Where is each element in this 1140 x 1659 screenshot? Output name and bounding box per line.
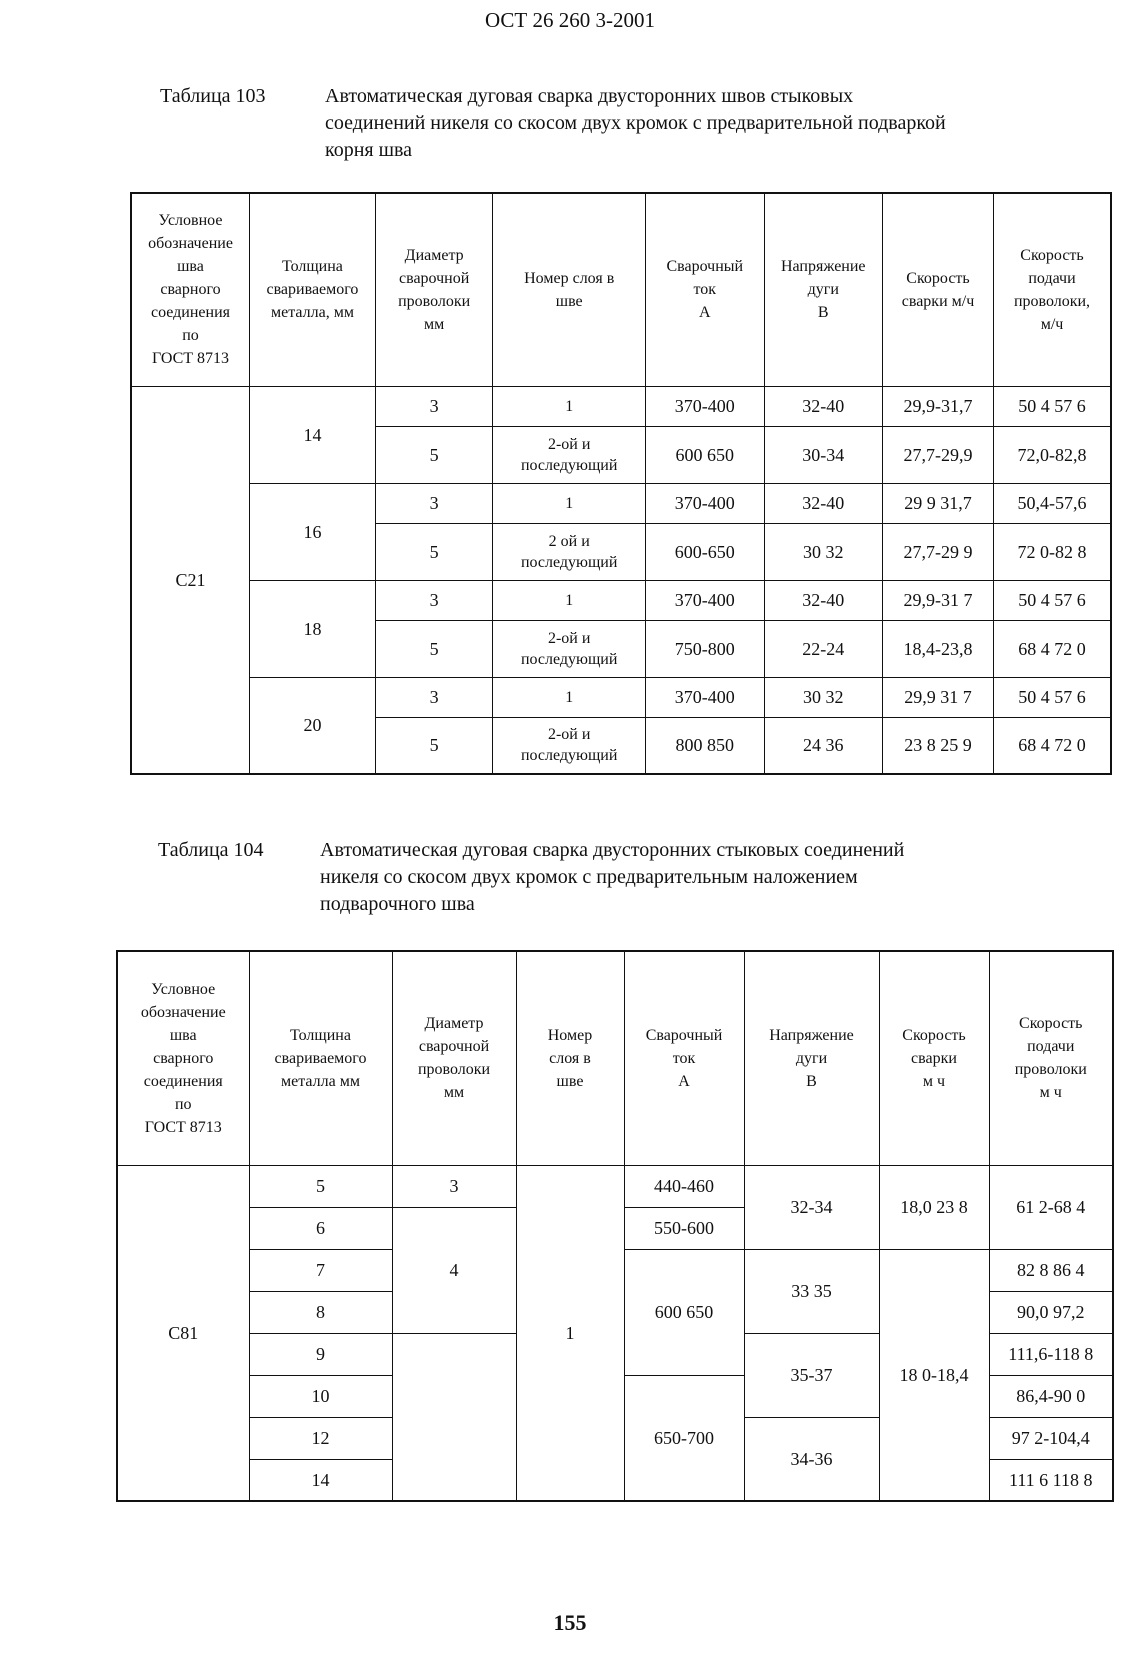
col-designation: Условное обозначение шва сварного соединения по ГОСТ 8713 xyxy=(117,951,249,1165)
col-layer-number: Номер слоя в шве xyxy=(493,193,646,386)
diameter-cell: 5 xyxy=(375,523,492,580)
designation-cell: С81 xyxy=(117,1165,249,1501)
speed-cell: 29,9-31,7 xyxy=(883,386,994,426)
layer-cell: 2-ой и последующий xyxy=(493,426,646,483)
voltage-cell: 35-37 xyxy=(744,1333,879,1417)
voltage-cell: 32-40 xyxy=(764,580,882,620)
layer-cell: 1 xyxy=(516,1165,624,1501)
current-cell: 650-700 xyxy=(624,1375,744,1501)
table-104 xyxy=(116,950,1114,1502)
current-cell: 370-400 xyxy=(646,483,764,523)
voltage-cell: 30 32 xyxy=(764,677,882,717)
voltage-cell: 30-34 xyxy=(764,426,882,483)
feed-cell: 82 8 86 4 xyxy=(989,1249,1113,1291)
feed-cell: 50 4 57 6 xyxy=(994,677,1111,717)
page-number: 155 xyxy=(553,1610,587,1635)
voltage-cell: 22-24 xyxy=(764,620,882,677)
table-row xyxy=(117,1165,1113,1207)
layer-cell: 1 xyxy=(493,580,646,620)
voltage-cell: 34-36 xyxy=(744,1417,879,1501)
table-103-number: Таблица 103 xyxy=(160,85,266,107)
feed-cell: 72 0-82 8 xyxy=(994,523,1111,580)
thickness-cell: 12 xyxy=(249,1417,392,1459)
col-feed-speed: Скорость подачи проволоки м ч xyxy=(989,951,1113,1165)
feed-cell: 68 4 72 0 xyxy=(994,717,1111,774)
thickness-cell: 14 xyxy=(249,386,375,483)
diameter-cell: 3 xyxy=(375,483,492,523)
feed-cell: 72,0-82,8 xyxy=(994,426,1111,483)
speed-cell: 18,0 23 8 xyxy=(879,1165,989,1249)
col-weld-speed: Скорость сварки м ч xyxy=(879,951,989,1165)
speed-cell: 27,7-29 9 xyxy=(883,523,994,580)
diameter-empty-cell xyxy=(392,1333,516,1501)
col-wire-diameter: Диаметр сварочной проволоки мм xyxy=(375,193,492,386)
diameter-cell: 3 xyxy=(375,580,492,620)
table-103-title: Автоматическая дуговая сварка двусторонних швов стыковых соединений никеля со скосом двух кромок с предварительной подваркой корня шва xyxy=(325,85,946,161)
thickness-cell: 5 xyxy=(249,1165,392,1207)
current-cell: 750-800 xyxy=(646,620,764,677)
current-cell: 550-600 xyxy=(624,1207,744,1249)
table-row xyxy=(131,386,1111,426)
voltage-cell: 32-40 xyxy=(764,386,882,426)
layer-cell: 2 ой и последующий xyxy=(493,523,646,580)
speed-cell: 29 9 31,7 xyxy=(883,483,994,523)
speed-cell: 27,7-29,9 xyxy=(883,426,994,483)
speed-cell: 18,4-23,8 xyxy=(883,620,994,677)
feed-cell: 97 2-104,4 xyxy=(989,1417,1113,1459)
feed-cell: 50 4 57 6 xyxy=(994,580,1111,620)
voltage-cell: 33 35 xyxy=(744,1249,879,1333)
col-feed-speed: Скорость подачи проволоки, м/ч xyxy=(994,193,1111,386)
current-cell: 600 650 xyxy=(624,1249,744,1375)
layer-cell: 1 xyxy=(493,677,646,717)
speed-cell: 18 0-18,4 xyxy=(879,1249,989,1501)
diameter-cell: 5 xyxy=(375,620,492,677)
diameter-cell: 5 xyxy=(375,426,492,483)
diameter-cell: 5 xyxy=(375,717,492,774)
col-layer-number: Номер слоя в шве xyxy=(516,951,624,1165)
diameter-cell: 3 xyxy=(375,386,492,426)
table-row xyxy=(131,580,1111,620)
table-103 xyxy=(130,192,1112,775)
table-row xyxy=(131,483,1111,523)
table-104-caption xyxy=(158,837,904,918)
layer-cell: 1 xyxy=(493,483,646,523)
feed-cell: 111,6-118 8 xyxy=(989,1333,1113,1375)
voltage-cell: 24 36 xyxy=(764,717,882,774)
current-cell: 370-400 xyxy=(646,677,764,717)
col-current: Сварочный ток А xyxy=(646,193,764,386)
table-row xyxy=(131,677,1111,717)
speed-cell: 29,9 31 7 xyxy=(883,677,994,717)
current-cell: 600-650 xyxy=(646,523,764,580)
document-header: ОСТ 26 260 3-2001 xyxy=(485,8,655,32)
voltage-cell: 32-34 xyxy=(744,1165,879,1249)
current-cell: 600 650 xyxy=(646,426,764,483)
feed-cell: 111 6 118 8 xyxy=(989,1459,1113,1501)
col-voltage: Напряжение дуги В xyxy=(744,951,879,1165)
col-weld-speed: Скорость сварки м/ч xyxy=(883,193,994,386)
feed-cell: 50 4 57 6 xyxy=(994,386,1111,426)
layer-cell: 2-ой и последующий xyxy=(493,717,646,774)
diameter-cell: 3 xyxy=(392,1165,516,1207)
current-cell: 440-460 xyxy=(624,1165,744,1207)
feed-cell: 61 2-68 4 xyxy=(989,1165,1113,1249)
feed-cell: 90,0 97,2 xyxy=(989,1291,1113,1333)
col-wire-diameter: Диаметр сварочной проволоки мм xyxy=(392,951,516,1165)
thickness-cell: 7 xyxy=(249,1249,392,1291)
col-current: Сварочный ток А xyxy=(624,951,744,1165)
thickness-cell: 9 xyxy=(249,1333,392,1375)
voltage-cell: 32-40 xyxy=(764,483,882,523)
thickness-cell: 6 xyxy=(249,1207,392,1249)
col-thickness: Толщина свариваемого металла, мм xyxy=(249,193,375,386)
col-voltage: Напряжение дуги В xyxy=(764,193,882,386)
layer-cell: 2-ой и последующий xyxy=(493,620,646,677)
thickness-cell: 10 xyxy=(249,1375,392,1417)
table-103-caption xyxy=(160,83,946,164)
diameter-cell: 4 xyxy=(392,1207,516,1333)
table-104-number: Таблица 104 xyxy=(158,839,264,861)
voltage-cell: 30 32 xyxy=(764,523,882,580)
thickness-cell: 20 xyxy=(249,677,375,774)
feed-cell: 86,4-90 0 xyxy=(989,1375,1113,1417)
current-cell: 800 850 xyxy=(646,717,764,774)
diameter-cell: 3 xyxy=(375,677,492,717)
thickness-cell: 8 xyxy=(249,1291,392,1333)
thickness-cell: 14 xyxy=(249,1459,392,1501)
speed-cell: 23 8 25 9 xyxy=(883,717,994,774)
feed-cell: 68 4 72 0 xyxy=(994,620,1111,677)
speed-cell: 29,9-31 7 xyxy=(883,580,994,620)
current-cell: 370-400 xyxy=(646,580,764,620)
current-cell: 370-400 xyxy=(646,386,764,426)
table-104-title: Автоматическая дуговая сварка двусторонних стыковых соединений никеля со скосом двух кромок с предварительным наложением подварочного шва xyxy=(320,839,905,915)
layer-cell: 1 xyxy=(493,386,646,426)
thickness-cell: 16 xyxy=(249,483,375,580)
col-thickness: Толщина свариваемого металла мм xyxy=(249,951,392,1165)
feed-cell: 50,4-57,6 xyxy=(994,483,1111,523)
designation-cell: С21 xyxy=(131,386,249,774)
col-designation: Условное обозначение шва сварного соединения по ГОСТ 8713 xyxy=(131,193,249,386)
thickness-cell: 18 xyxy=(249,580,375,677)
